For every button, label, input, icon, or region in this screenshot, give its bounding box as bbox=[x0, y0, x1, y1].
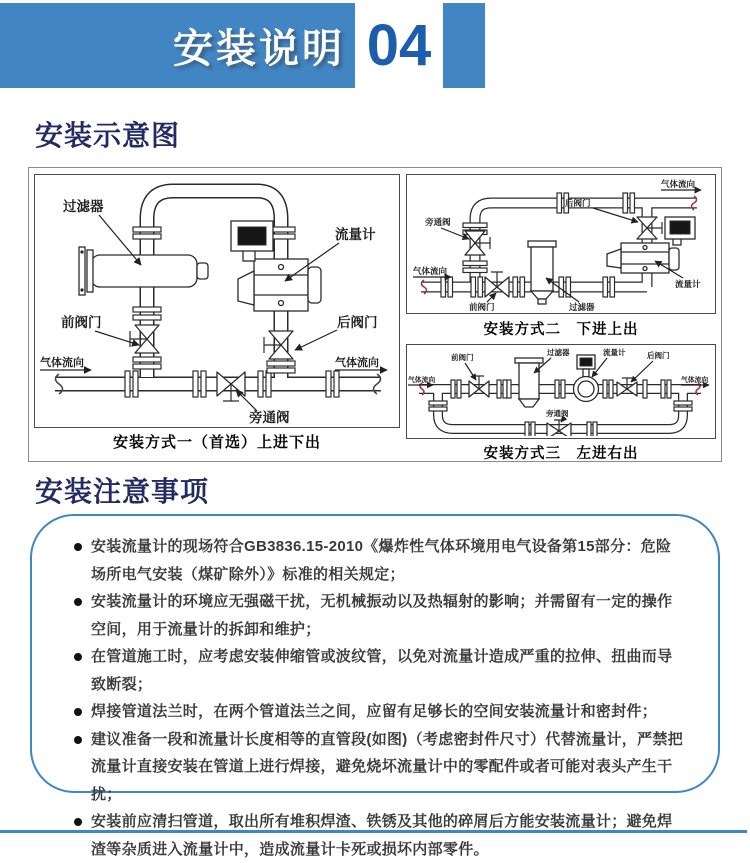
notes-section-title: 安装注意事项 bbox=[35, 476, 210, 507]
filter-vessel-3 bbox=[515, 358, 543, 407]
diagram-panel-2 bbox=[406, 174, 716, 314]
installation-diagram-box bbox=[28, 167, 722, 462]
svg-text:前阀门: 前阀门 bbox=[469, 302, 495, 312]
label-bypass-valve-2 bbox=[425, 217, 469, 239]
svg-text:气体流向: 气体流向 bbox=[681, 377, 709, 384]
label-gas-flow-top-2 bbox=[661, 179, 701, 190]
svg-text:过滤器: 过滤器 bbox=[569, 302, 595, 312]
rear-valve-1 bbox=[264, 331, 293, 359]
front-valve-1 bbox=[130, 325, 159, 353]
label-gas-flow-left-3 bbox=[408, 375, 435, 385]
caption-method-1: 安装方式一（首选）上进下出 bbox=[112, 434, 321, 451]
label-front-valve-3 bbox=[451, 352, 476, 380]
notes-box bbox=[30, 514, 720, 858]
note-text: 在管道施工时，应考虑安装伸缩管或波纹管，以免对流量计造成严重的拉伸、扭曲而导致断裂； bbox=[91, 648, 673, 693]
svg-text:气体流向: 气体流向 bbox=[413, 266, 448, 276]
note-item bbox=[72, 698, 686, 726]
svg-text:流量计: 流量计 bbox=[335, 227, 376, 242]
caption-method-3: 安装方式三 左进右出 bbox=[483, 446, 639, 462]
svg-text:流量计: 流量计 bbox=[675, 279, 701, 289]
svg-text:旁通阀: 旁通阀 bbox=[249, 410, 290, 425]
svg-text:旁通阀: 旁通阀 bbox=[425, 217, 451, 227]
bullet-icon bbox=[74, 543, 82, 551]
svg-text:气体流向: 气体流向 bbox=[661, 179, 696, 189]
bullet-icon bbox=[74, 653, 82, 661]
label-gas-flow-right-3 bbox=[681, 375, 709, 385]
svg-text:气体流向: 气体流向 bbox=[40, 357, 84, 369]
svg-text:前阀门: 前阀门 bbox=[61, 315, 102, 330]
note-item bbox=[72, 533, 686, 588]
piping-diagram-3 bbox=[407, 345, 715, 436]
rear-valve-2 bbox=[637, 217, 662, 239]
notes-list bbox=[72, 533, 686, 863]
bullet-icon bbox=[74, 598, 82, 606]
svg-text:过滤器: 过滤器 bbox=[63, 199, 104, 214]
note-item bbox=[72, 726, 686, 809]
svg-text:前阀门: 前阀门 bbox=[451, 353, 474, 362]
header-band-end bbox=[443, 3, 485, 88]
label-rear-valve-1 bbox=[295, 314, 378, 350]
bullet-icon bbox=[74, 736, 82, 744]
filter-vessel-2 bbox=[528, 241, 556, 304]
svg-text:后阀门: 后阀门 bbox=[337, 315, 378, 330]
diagram-panel-3 bbox=[406, 344, 716, 439]
piping-diagram-1 bbox=[35, 175, 399, 427]
label-gas-flow-left-2 bbox=[413, 266, 451, 277]
note-item bbox=[72, 643, 686, 698]
bullet-icon bbox=[74, 818, 82, 826]
footer-divider bbox=[0, 830, 747, 833]
label-rear-valve-3 bbox=[631, 350, 670, 382]
svg-text:气体流向: 气体流向 bbox=[335, 357, 379, 369]
bullet-icon bbox=[74, 708, 82, 716]
note-text: 建议准备一段和流量计长度相等的直管段(如图)（考虑密封件尺寸）代替流量计，严禁把流量计直接安装在管道上进行焊接，避免烧坏流量计中的零配件或者可能对表头产生干扰； bbox=[91, 730, 683, 803]
note-text: 安装前应清扫管道，取出所有堆积焊渣、铁锈及其他的碎屑后方能安装流量计；避免焊渣等杂质进入流量计中，造成流量计卡死或损坏内部零件。 bbox=[91, 813, 673, 858]
caption-method-2: 安装方式二 下进上出 bbox=[483, 322, 639, 338]
label-gas-flow-left-1 bbox=[40, 355, 91, 370]
page-number: 04 bbox=[366, 13, 432, 78]
page-title: 安装说明 bbox=[173, 27, 345, 71]
label-flowmeter-3 bbox=[592, 347, 626, 377]
svg-text:过滤器: 过滤器 bbox=[547, 348, 570, 357]
piping-diagram-2 bbox=[407, 175, 715, 313]
page-number-area bbox=[355, 3, 443, 88]
label-front-valve-1 bbox=[61, 314, 139, 345]
note-text: 安装流量计的环境应无强磁干扰，无机械振动以及热辐射的影响；并需留有一定的操作空间，用于流量计的拆卸和维护； bbox=[91, 593, 673, 638]
label-gas-flow-right-1 bbox=[335, 355, 387, 370]
note-item bbox=[72, 808, 686, 863]
svg-text:气体流向: 气体流向 bbox=[408, 377, 436, 384]
flowmeter-3 bbox=[574, 355, 599, 402]
note-text: 安装流量计的现场符合GB3836.15-2010《爆炸性气体环境用电气设备第15部分：危险场所电气安装（煤矿除外）》标准的相关规定； bbox=[91, 538, 672, 583]
diagram-section-title: 安装示意图 bbox=[35, 120, 181, 151]
note-text: 焊接管道法兰时，在两个管道法兰之间，应留有足够长的空间安装流量计和密封件； bbox=[91, 703, 658, 720]
svg-text:后阀门: 后阀门 bbox=[647, 351, 670, 360]
svg-text:旁通阀: 旁通阀 bbox=[546, 409, 569, 418]
svg-text:后阀门: 后阀门 bbox=[565, 198, 591, 208]
header-band bbox=[0, 3, 355, 88]
bypass-valve-1 bbox=[217, 372, 245, 401]
diagram-panel-1 bbox=[34, 174, 400, 428]
note-item bbox=[72, 588, 686, 643]
svg-text:流量计: 流量计 bbox=[603, 348, 626, 357]
front-valve-2 bbox=[485, 272, 509, 297]
